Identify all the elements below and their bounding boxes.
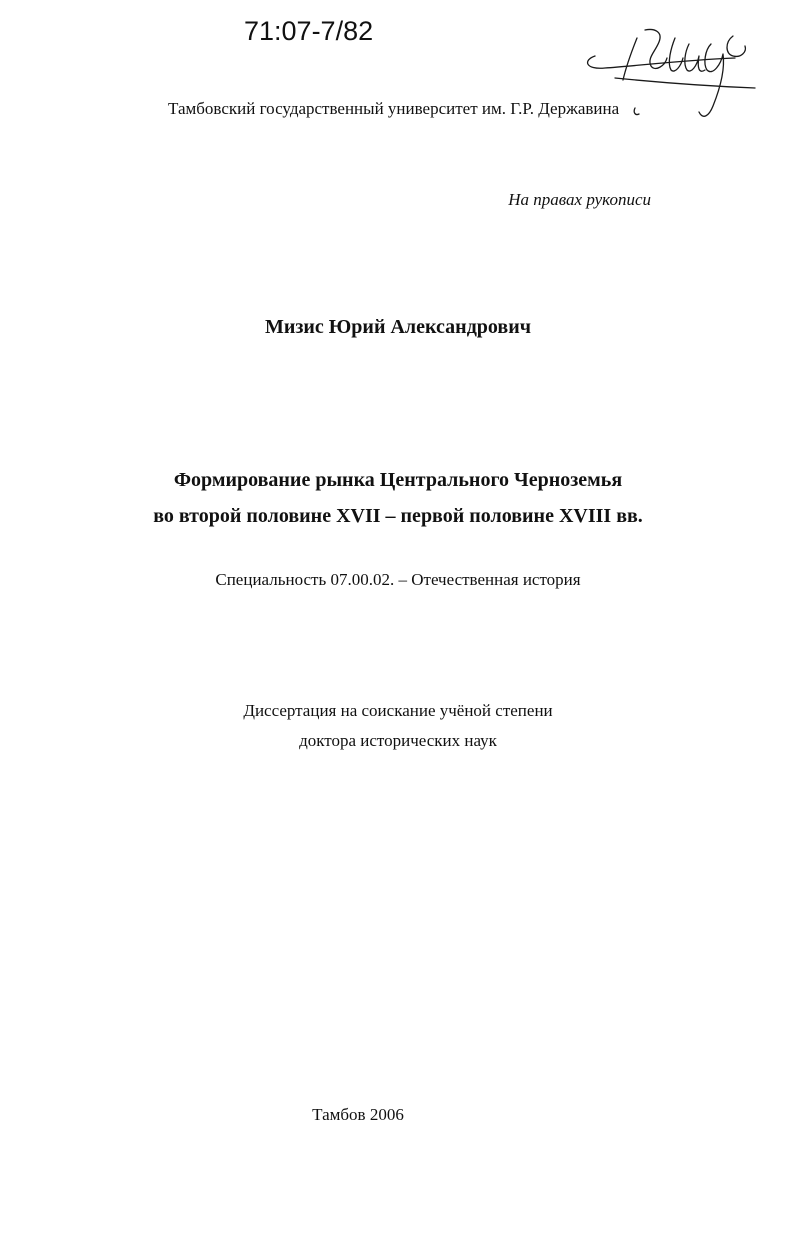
author-name: Мизис Юрий Александрович <box>264 316 532 338</box>
manuscript-note: На правах рукописи <box>508 190 651 209</box>
degree-line-1: Диссертация на соискание учёной степени <box>243 701 553 720</box>
dissertation-title <box>0 462 796 534</box>
degree-line-2: доктора исторических наук <box>299 731 497 750</box>
specialty-line: Специальность 07.00.02. – Отечественная история <box>215 570 581 589</box>
title-line-2: во второй половине XVII – первой половине XVIII вв. <box>153 505 643 527</box>
city-year: Тамбов 2006 <box>312 1105 404 1124</box>
catalog-stamp: 71:07-7/82 <box>244 16 374 46</box>
title-line-1: Формирование рынка Центрального Черноземья <box>173 469 623 491</box>
handwritten-signature <box>575 8 775 148</box>
degree-statement <box>0 696 796 756</box>
institution-name: Тамбовский государственный университет им. Г.Р. Державина <box>168 99 620 118</box>
